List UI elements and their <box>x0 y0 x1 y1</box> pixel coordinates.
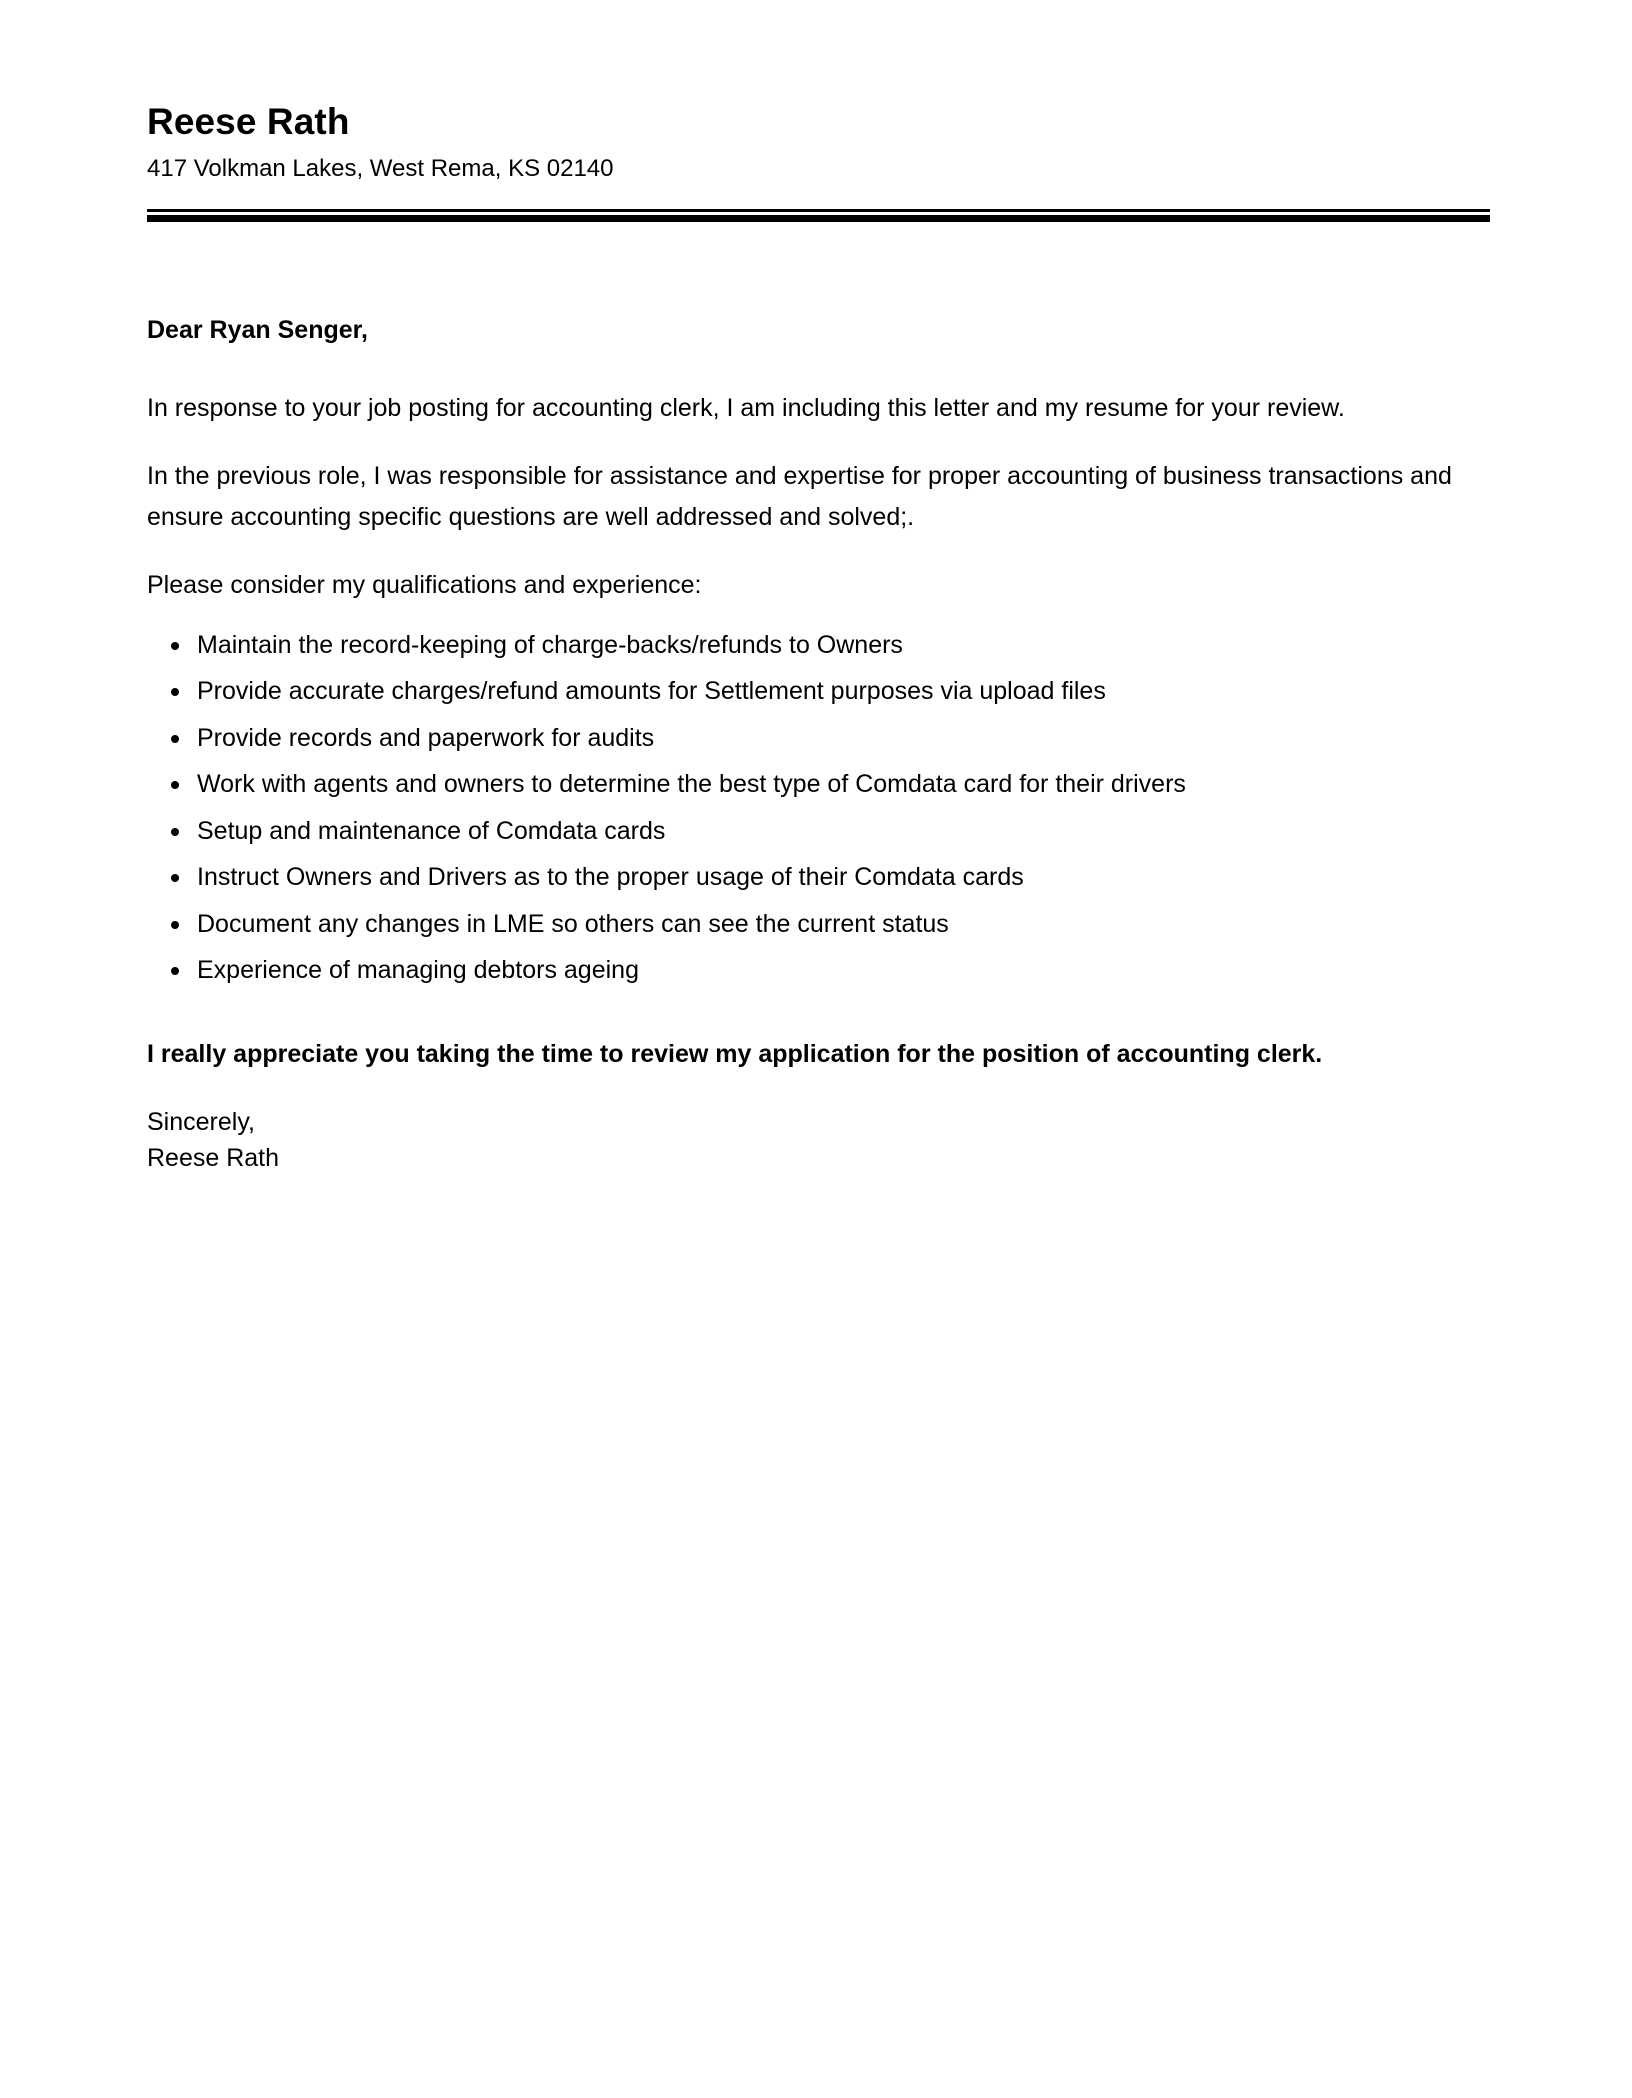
list-item <box>147 630 1490 661</box>
list-item-label: Experience of managing debtors ageing <box>197 956 639 985</box>
sender-address: 417 Volkman Lakes, West Rema, KS 02140 <box>147 154 614 182</box>
bullet-icon <box>171 967 179 975</box>
signoff-label: Sincerely, <box>147 1108 255 1137</box>
sender-name: Reese Rath <box>147 101 350 142</box>
intro-paragraph: In response to your job posting for accounting clerk, I am including this letter and my resume for your review. <box>147 393 1345 422</box>
list-item-label: Maintain the record-keeping of charge-backs/refunds to Owners <box>197 630 903 659</box>
letterhead <box>147 0 1490 185</box>
list-item-label: Provide accurate charges/refund amounts for Settlement purposes via upload files <box>197 677 1106 706</box>
bullet-icon <box>171 781 179 789</box>
signature-name: Reese Rath <box>147 1143 280 1172</box>
bullet-icon <box>171 642 179 650</box>
divider-thick-rule <box>147 215 1490 222</box>
list-item <box>147 676 1490 707</box>
list-item <box>147 769 1490 800</box>
list-item-label: Setup and maintenance of Comdata cards <box>197 816 666 845</box>
qualifications-intro: Please consider my qualifications and experience: <box>147 571 702 600</box>
bullet-icon <box>171 735 179 743</box>
list-item <box>147 816 1490 847</box>
bullet-icon <box>171 688 179 696</box>
salutation: Dear Ryan Senger, <box>147 316 368 345</box>
list-item <box>147 862 1490 893</box>
list-item-label: Provide records and paperwork for audits <box>197 723 655 752</box>
closing-statement: I really appreciate you taking the time to review my application for the position of accounting clerk. <box>147 1039 1323 1068</box>
list-item-label: Instruct Owners and Drivers as to the proper usage of their Comdata cards <box>197 863 1024 892</box>
list-item <box>147 955 1490 986</box>
list-item <box>147 723 1490 754</box>
letter-body <box>147 312 1490 1176</box>
list-item-label: Work with agents and owners to determine the best type of Comdata card for their drivers <box>197 770 1186 799</box>
bullet-icon <box>171 874 179 882</box>
list-item-label: Document any changes in LME so others can see the current status <box>197 909 949 938</box>
signature-block <box>147 1105 1490 1176</box>
list-item <box>147 909 1490 940</box>
letter-content-column <box>147 0 1490 1176</box>
header-divider <box>147 209 1490 222</box>
experience-paragraph: In the previous role, I was responsible for assistance and expertise for proper accounting of business transactions and ensure accounting specific questions are well addressed and solved;. <box>147 462 1452 531</box>
bullet-icon <box>171 828 179 836</box>
bullet-icon <box>171 921 179 929</box>
qualifications-list <box>147 630 1490 986</box>
